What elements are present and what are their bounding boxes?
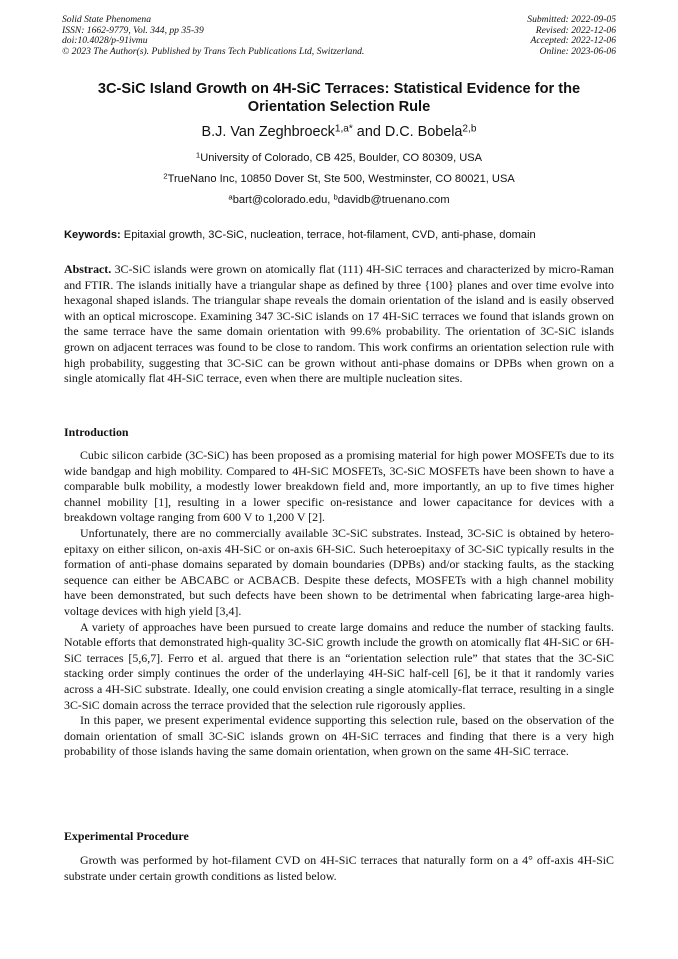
affiliation-1 [60, 151, 618, 165]
keywords [64, 228, 619, 242]
author-2: D.C. Bobela [384, 124, 463, 140]
author-1-sup: 1,a* [334, 123, 353, 135]
email-b-sup: b [333, 192, 338, 202]
author-conjunction: and [352, 124, 385, 140]
experimental-body [64, 853, 614, 884]
abstract-text: 3C-SiC islands were grown on atomically flat (111) 4H-SiC terraces and characterized by micro-Raman and FTIR. The islands initially have a triangular shape as defined by three {100} planes and over time evolve into hexagonal shaped islands. The triangular shape reveals the domain orientation of the island and is easily observed with an optical microscope. Examining 347 3C-SiC islands on 17 4H-SiC terraces we found that islands grown on the same terrace have the same domain orientation with 99.6% probability. The orientation of 3C-SiC islands grown on adjacent terraces was found to be close to random. This work confirms an orientation selection rule with high probability, suggesting that 3C-SiC can be grown without anti-phase domains or DPBs when grown on a single atomically flat 4H-SiC terrace, even when there are multiple nucleation sites. [64, 262, 614, 386]
author-list [60, 123, 618, 141]
journal-info [62, 15, 364, 57]
email-b: davidb@truenano.com [337, 194, 450, 206]
online-date: Online: 2023-06-06 [539, 45, 616, 57]
introduction-heading: Introduction [64, 425, 129, 439]
publication-dates [527, 15, 616, 57]
journal-name: Solid State Phenomena [62, 14, 151, 25]
email-a-sup: a [228, 192, 233, 202]
intro-paragraph: A variety of approaches have been pursued to create large domains and reduce the number of stacking faults. Notable efforts that demonstrated high-quality 3C-SiC growth include the growth on atomically flat 4H-SiC or 6H-SiC terraces [5,6,7]. Ferro et al. argued that there is an “orientation selection rule” that states that the 3C-SiC stacking order simply continues the order of the underlaying 4H-SiC half-cell [6], be it that it randomly varies across a 4H-SiC substrate. Ideally, one could envision creating a single atomically-flat terrace, resulting in a single 3C-SiC domain across the terrace provided that the selection rule rigorously applies. [64, 619, 614, 712]
affiliation-2-text: TrueNano Inc, 10850 Dover St, Ste 500, Westminster, CO 80021, USA [167, 173, 515, 185]
intro-paragraph: In this paper, we present experimental evidence supporting this selection rule, based on the observation of the domain orientation of small 3C-SiC islands grown on 4H-SiC terraces and finding that there is a very high probability of those islands having the same domain orientation, when grown on the same 4H-SiC terrace. [64, 713, 614, 759]
submitted-date: Submitted: 2022-09-05 [527, 14, 616, 25]
affiliation-2-sup: 2 [163, 171, 168, 181]
doi-line: doi:10.4028/p-91ivmu [62, 35, 148, 47]
keywords-label: Keywords: [64, 229, 121, 241]
accepted-date: Accepted: 2022-12-06 [530, 35, 616, 47]
abstract [64, 262, 614, 387]
experimental-heading: Experimental Procedure [64, 829, 189, 843]
issn-line: ISSN: 1662-9779, Vol. 344, pp 35-39 [62, 24, 204, 36]
introduction-body [64, 448, 614, 760]
affiliation-2 [60, 172, 618, 186]
email-a: bart@colorado.edu, [232, 194, 334, 206]
author-1: B.J. Van Zeghbroeck [201, 124, 335, 140]
intro-paragraph: Cubic silicon carbide (3C-SiC) has been proposed as a promising material for high power MOSFETs due to its wide bandgap and high mobility. Compared to 4H-SiC MOSFETs, 3C-SiC MOSFETs have been shown to have a comparable bulk mobility, a modestly lower breakdown field and, more importantly, an up to five times higher channel mobility [1], resulting in a lower specific on-resistance and lower capacitance for devices with a breakdown voltage ranging from 600 V to 1,200 V [2]. [64, 448, 614, 525]
keywords-text: Epitaxial growth, 3C-SiC, nucleation, terrace, hot-filament, CVD, anti-phase, domain [120, 229, 536, 241]
revised-date: Revised: 2022-12-06 [535, 24, 616, 36]
affiliation-1-sup: 1 [195, 150, 201, 160]
paper-title [60, 80, 618, 116]
title-line-2: Orientation Selection Rule [247, 99, 431, 115]
author-2-sup: 2,b [462, 123, 477, 135]
title-line-1: 3C-SiC Island Growth on 4H-SiC Terraces: Statistical Evidence for the [97, 81, 581, 97]
experimental-paragraph: Growth was performed by hot-filament CVD on 4H-SiC terraces that naturally form on a 4° off-axis 4H-SiC substrate under certain growth conditions as listed below. [64, 853, 614, 883]
abstract-label: Abstract. [64, 262, 112, 276]
copyright-line: © 2023 The Author(s). Published by Trans Tech Publications Ltd, Switzerland. [62, 45, 365, 57]
affiliation-1-text: University of Colorado, CB 425, Boulder, CO 80309, USA [200, 152, 483, 164]
intro-paragraph: Unfortunately, there are no commercially available 3C-SiC substrates. Instead, 3C-SiC is obtained by hetero-epitaxy on either silicon, on-axis 4H-SiC or on-axis 6H-SiC. Such heteroepitaxy of 3C-SiC typically results in the formation of anti-phase domains separated by domain boundaries (DPBs) and/or stacking faults, as the stacking sequence can either be ABCABC or ACBACB. Despite these defects, MOSFETs with a high channel mobility have been demonstrated, but such defects have been shown to be detrimental when fabricating large-area high-voltage devices with high yield [3,4]. [64, 525, 614, 618]
author-emails [60, 193, 618, 207]
